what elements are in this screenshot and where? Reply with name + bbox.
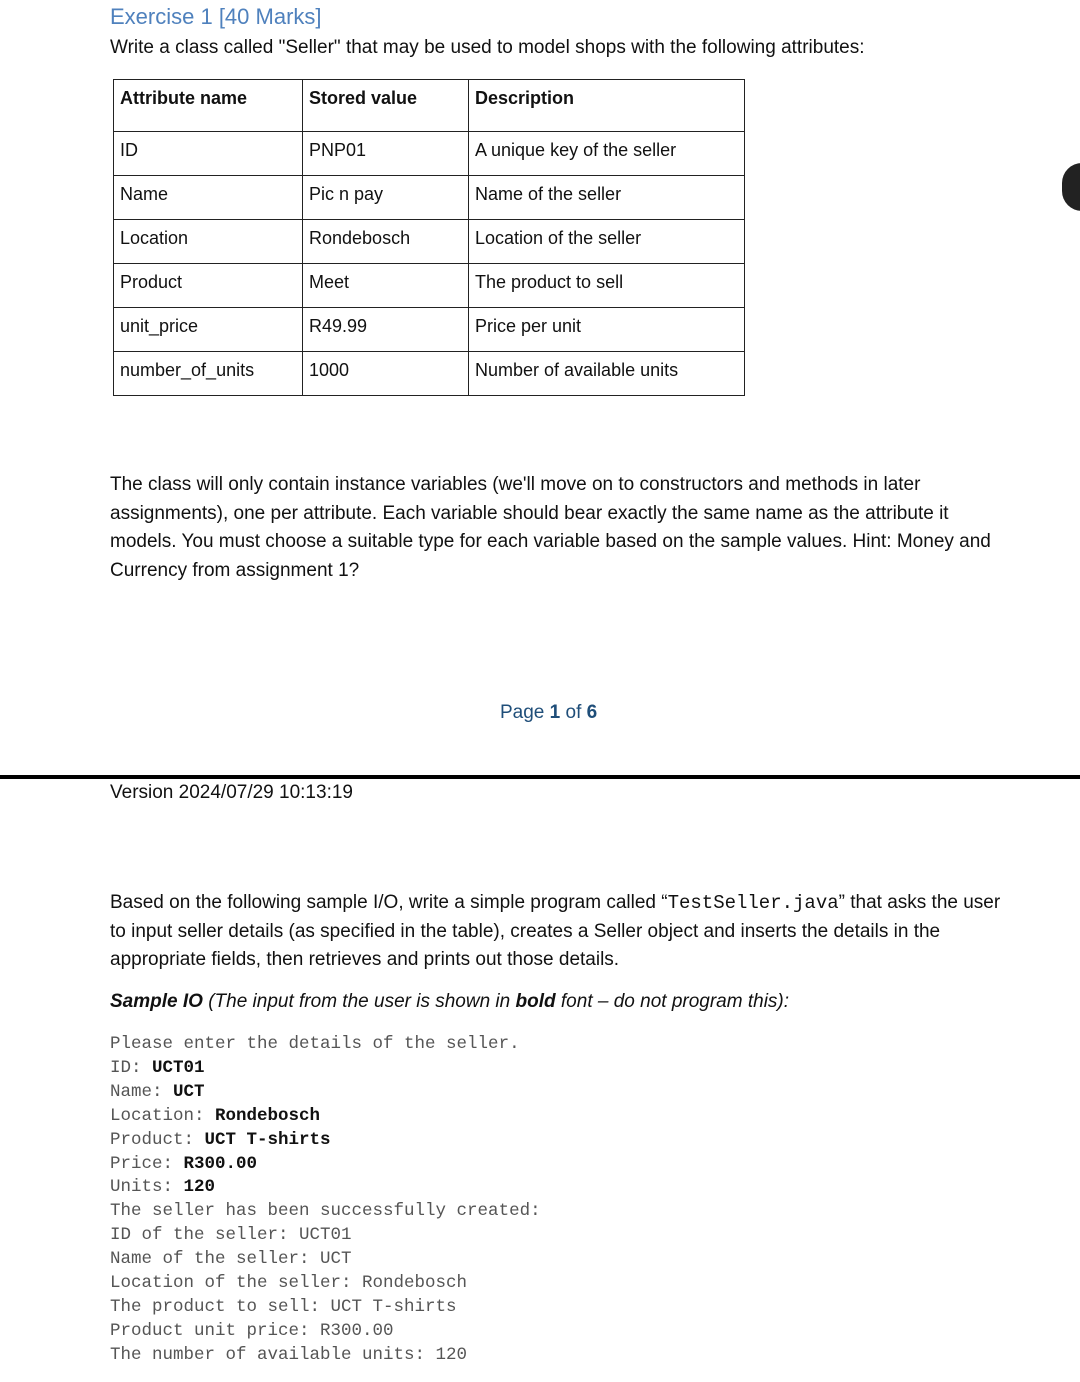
io-prompt: ID:	[110, 1057, 153, 1078]
io-prompt: Product:	[110, 1129, 205, 1150]
io-line	[110, 1224, 541, 1248]
cell-stored-value: PNP01	[303, 132, 469, 176]
of-word: of	[565, 702, 582, 723]
page-current: 1	[549, 702, 561, 723]
cell-attribute-name: number_of_units	[114, 352, 303, 396]
table-row	[114, 264, 745, 308]
program-text-after: ” that asks the user to input seller details (as specified in the table), creates a Seller object and inserts the details in the appropriate fields, then retrieves and prints out those details.	[110, 892, 1001, 970]
io-line	[110, 1105, 541, 1129]
exercise-heading: Exercise 1 [40 Marks]	[110, 4, 322, 29]
table-row	[114, 352, 745, 396]
page-word: Page	[500, 702, 545, 723]
page-separator	[0, 775, 1080, 779]
io-prompt: Product unit price: R300.00	[110, 1320, 394, 1341]
cell-description: The product to sell	[469, 264, 745, 308]
io-line	[110, 1081, 541, 1105]
table-row	[114, 176, 745, 220]
sample-io-label: Sample IO	[110, 991, 203, 1012]
header-stored-value: Stored value	[303, 80, 469, 132]
sample-io-heading	[110, 991, 789, 1013]
side-scroll-handle[interactable]	[1062, 163, 1080, 211]
io-line	[110, 1248, 541, 1272]
io-user-input: Rondebosch	[215, 1105, 321, 1126]
header-description: Description	[469, 80, 745, 132]
io-line	[110, 1200, 541, 1224]
io-prompt: Name:	[110, 1081, 174, 1102]
cell-description: Name of the seller	[469, 176, 745, 220]
io-line	[110, 1296, 541, 1320]
io-prompt: Name of the seller: UCT	[110, 1249, 352, 1270]
io-prompt: The seller has been successfully created:	[110, 1201, 541, 1222]
io-user-input: UCT T-shirts	[204, 1129, 331, 1150]
sample-io-bold-word: bold	[515, 991, 556, 1012]
program-description-paragraph	[110, 889, 1010, 975]
io-user-input: UCT01	[152, 1057, 205, 1078]
table-row	[114, 308, 745, 352]
io-user-input: UCT	[173, 1081, 205, 1102]
io-user-input: 120	[183, 1177, 216, 1198]
program-text-before: Based on the following sample I/O, write a simple program called “	[110, 892, 668, 913]
cell-stored-value: Pic n pay	[303, 176, 469, 220]
version-text: Version 2024/07/29 10:13:19	[110, 782, 353, 803]
cell-attribute-name: Name	[114, 176, 303, 220]
cell-description: A unique key of the seller	[469, 132, 745, 176]
page-total: 6	[586, 702, 598, 723]
io-prompt: ID of the seller: UCT01	[110, 1225, 352, 1246]
cell-attribute-name: ID	[114, 132, 303, 176]
intro-text: Write a class called "Seller" that may be used to model shops with the following attributes:	[110, 37, 865, 58]
io-prompt: Location:	[110, 1105, 216, 1126]
class-description-paragraph: The class will only contain instance variables (we'll move on to constructors and methods in later assignments), one per attribute. Each variable should bear exactly the same name as the attribute it models. You must choose a suitable type for each variable based on the sample values. Hint: Money and Currency from assignment 1?	[110, 474, 991, 581]
io-line	[110, 1272, 541, 1296]
header-attribute-name: Attribute name	[114, 80, 303, 132]
io-line	[110, 1153, 541, 1177]
cell-description: Number of available units	[469, 352, 745, 396]
cell-stored-value: R49.99	[303, 308, 469, 352]
sample-io-note-2: font – do not program this):	[555, 991, 790, 1012]
cell-stored-value: 1000	[303, 352, 469, 396]
program-filename: TestSeller.java	[667, 892, 839, 914]
page-number	[500, 702, 597, 724]
io-prompt: Units:	[110, 1177, 184, 1198]
cell-description: Location of the seller	[469, 220, 745, 264]
cell-stored-value: Meet	[303, 264, 469, 308]
io-prompt: Price:	[110, 1153, 184, 1174]
sample-io-note-1: (The input from the user is shown in	[202, 991, 516, 1012]
table-row	[114, 220, 745, 264]
cell-attribute-name: unit_price	[114, 308, 303, 352]
sample-io-block	[110, 1033, 541, 1368]
cell-stored-value: Rondebosch	[303, 220, 469, 264]
io-prompt: Please enter the details of the seller.	[110, 1034, 520, 1054]
table-row	[114, 132, 745, 176]
io-prompt: Location of the seller: Rondebosch	[110, 1273, 468, 1294]
io-user-input: R300.00	[183, 1153, 258, 1174]
io-line	[110, 1057, 541, 1081]
io-line	[110, 1320, 541, 1344]
attribute-table	[113, 79, 745, 396]
io-prompt: The number of available units: 120	[110, 1344, 468, 1365]
cell-description: Price per unit	[469, 308, 745, 352]
table-header-row	[114, 80, 745, 132]
io-line	[110, 1129, 541, 1153]
io-line	[110, 1033, 541, 1057]
cell-attribute-name: Location	[114, 220, 303, 264]
cell-attribute-name: Product	[114, 264, 303, 308]
io-line	[110, 1344, 541, 1368]
io-line	[110, 1176, 541, 1200]
io-prompt: The product to sell: UCT T-shirts	[110, 1296, 457, 1317]
